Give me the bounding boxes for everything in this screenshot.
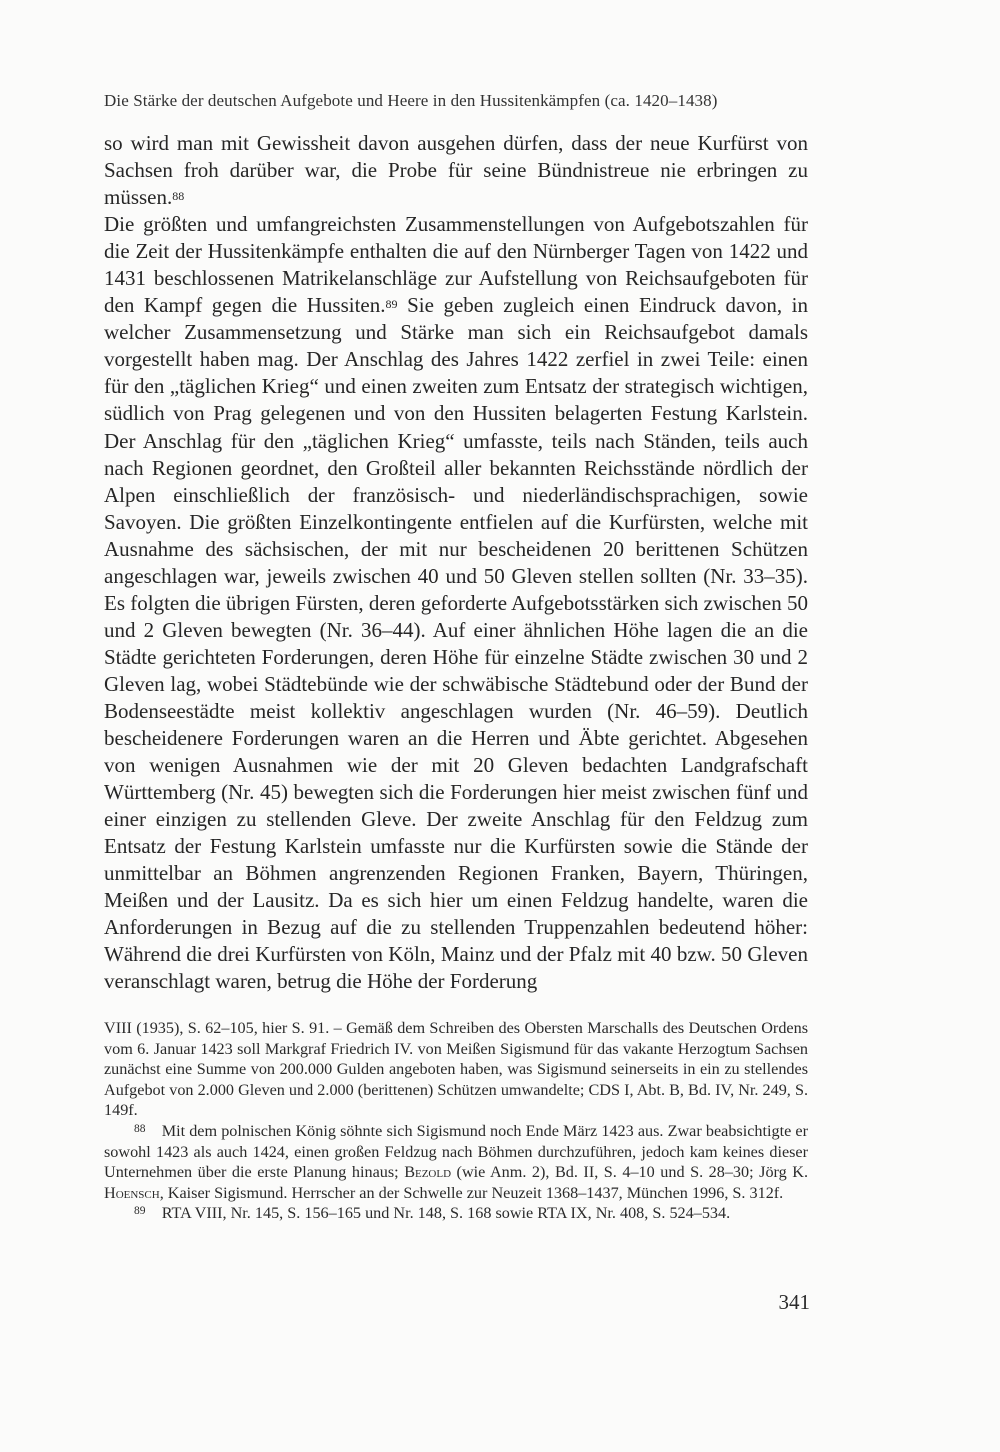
footnote-89-text: RTA VIII, Nr. 145, S. 156–165 und Nr. 148, S. 168 sowie RTA IX, Nr. 408, S. 524–534. <box>161 1204 731 1223</box>
footnotes <box>104 1018 808 1224</box>
running-head: Die Stärke der deutschen Aufgebote und Heere in den Hussitenkämpfen (ca. 1420–1438) <box>104 91 718 110</box>
paragraph-1 <box>104 130 808 211</box>
author-name-bezold: Bezold <box>404 1163 452 1182</box>
author-name-hoensch: Hoensch <box>104 1183 160 1202</box>
footnote-reference-88[interactable]: 88 <box>172 189 185 204</box>
paragraph-2 <box>104 211 808 995</box>
footnote-88 <box>104 1121 808 1203</box>
paragraph-2-text-b: Sie geben zugleich einen Eindruck davon, in welcher Zusammensetzung und Stärke man sich ein Reichsaufgebot damals vorgestellt haben mag. Der Anschlag des Jahres 1422 zerfiel in zwei Teile: einen für den „täglichen Krieg“ und einen zweiten zum Entsatz der strategisch wichtigen, südlich von Prag gelegenen und von den Hussiten belagerten Festung Karlstein. Der Anschlag für den „täglichen Krieg“ umfasste, teils nach Ständen, teils auch nach Regionen geordnet, den Großteil aller bekannten Reichsstände nördlich der Alpen einschließlich der französisch- und niederländischsprachigen, sowie Savoyen. Die größten Einzelkontingente entfielen auf die Kurfürsten, welche mit Ausnahme des sächsischen, der mit nur bescheidenen 20 berittenen Schützen angeschlagen war, jeweils zwischen 40 und 50 Gleven stellen sollten (Nr. 33–35). Es folgten die übrigen Fürsten, deren geforderte Aufgebotsstärken sich zwischen 50 und 2 Gleven bewegten (Nr. 36–44). Auf einer ähnlichen Höhe lagen die an die Städte gerichteten Forderungen, deren Höhe für einzelne Städte zwischen 30 und 2 Gleven lag, wobei Städtebünde wie der schwäbische Städtebund oder der Bund der Bodenseestädte meist kollektiv angeschlagen wurden (Nr. 46–59). Deutlich bescheidenere Forderungen waren an die Herren und Äbte gerichtet. Abgesehen von wenigen Ausnahmen wie der mit 20 Gleven bedachten Landgrafschaft Württemberg (Nr. 45) bewegten sich die Forderungen hier meist zwischen fünf und einer einzigen zu stellenden Gleve. Der zweite Anschlag für den Feldzug zum Entsatz der Festung Karlstein umfasste nur die Kurfürsten sowie die Stände der unmittelbar an Böhmen angrenzenden Regionen Franken, Bayern, Thüringen, Meißen und der Lausitz. Da es sich hier um einen Feldzug handelte, waren die Anforderungen in Bezug auf die zu stellenden Truppenzahlen bedeutend höher: Während die drei Kurfürsten von Köln, Mainz und der Pfalz mit 40 bzw. 50 Gleven veranschlagt waren, betrug die Höhe der Forderung <box>104 293 809 994</box>
footnote-87-continuation: VIII (1935), S. 62–105, hier S. 91. – Gemäß dem Schreiben des Obersten Marschalls des Deutschen Ordens vom 6. Januar 1423 soll Markgraf Friedrich IV. von Meißen Sigismund für das vakante Herzogtum Sachsen zunächst eine Summe von 200.000 Gulden angeboten haben, was Sigismund seinerseits in ein zu stellendes Aufgebot von 2.000 Gleven und 2.000 (berittenen) Schützen umwandelte; CDS I, Abt. B, Bd. IV, Nr. 249, S. 149f. <box>104 1019 808 1120</box>
footnote-88-text-b: (wie Anm. 2), Bd. II, S. 4–10 und S. 28–30; Jörg K. <box>451 1163 808 1182</box>
paragraph-2-text-a: Die größten und umfangreichsten Zusammenstellungen von Aufgebotszahlen für die Zeit der Hussitenkämpfe enthalten die auf den Nürnberger Tagen von 1422 und 1431 beschlossenen Matrikelanschläge zur Aufstellung von Reichsaufgeboten für den Kampf gegen die Hussiten. <box>104 212 808 318</box>
paragraph-1-text: so wird man mit Gewissheit davon ausgehen dürfen, dass der neue Kurfürst von Sachsen froh darüber war, die Probe für seine Bündnistreue nie erbringen zu müssen. <box>104 131 808 210</box>
page-number: 341 <box>778 1290 810 1314</box>
footnote-number-88: 88 <box>134 1122 146 1135</box>
footnote-88-text-c: , Kaiser Sigismund. Herrscher an der Schwelle zur Neuzeit 1368–1437, München 1996, S. 312f. <box>159 1183 784 1202</box>
main-text <box>104 130 808 996</box>
footnote-89 <box>104 1203 808 1224</box>
footnote-reference-89[interactable]: 89 <box>385 297 398 312</box>
footnote-number-89: 89 <box>134 1205 146 1218</box>
footnote-88-text-a: Mit dem polnischen König söhnte sich Sigismund noch Ende März 1423 aus. Zwar beabsichtigte er sowohl 1423 als auch 1424, einen großen Feldzug nach Böhmen durchzuführen, jedoch kam keines dieser Unternehmen über die erste Planung hinaus; <box>104 1121 808 1182</box>
